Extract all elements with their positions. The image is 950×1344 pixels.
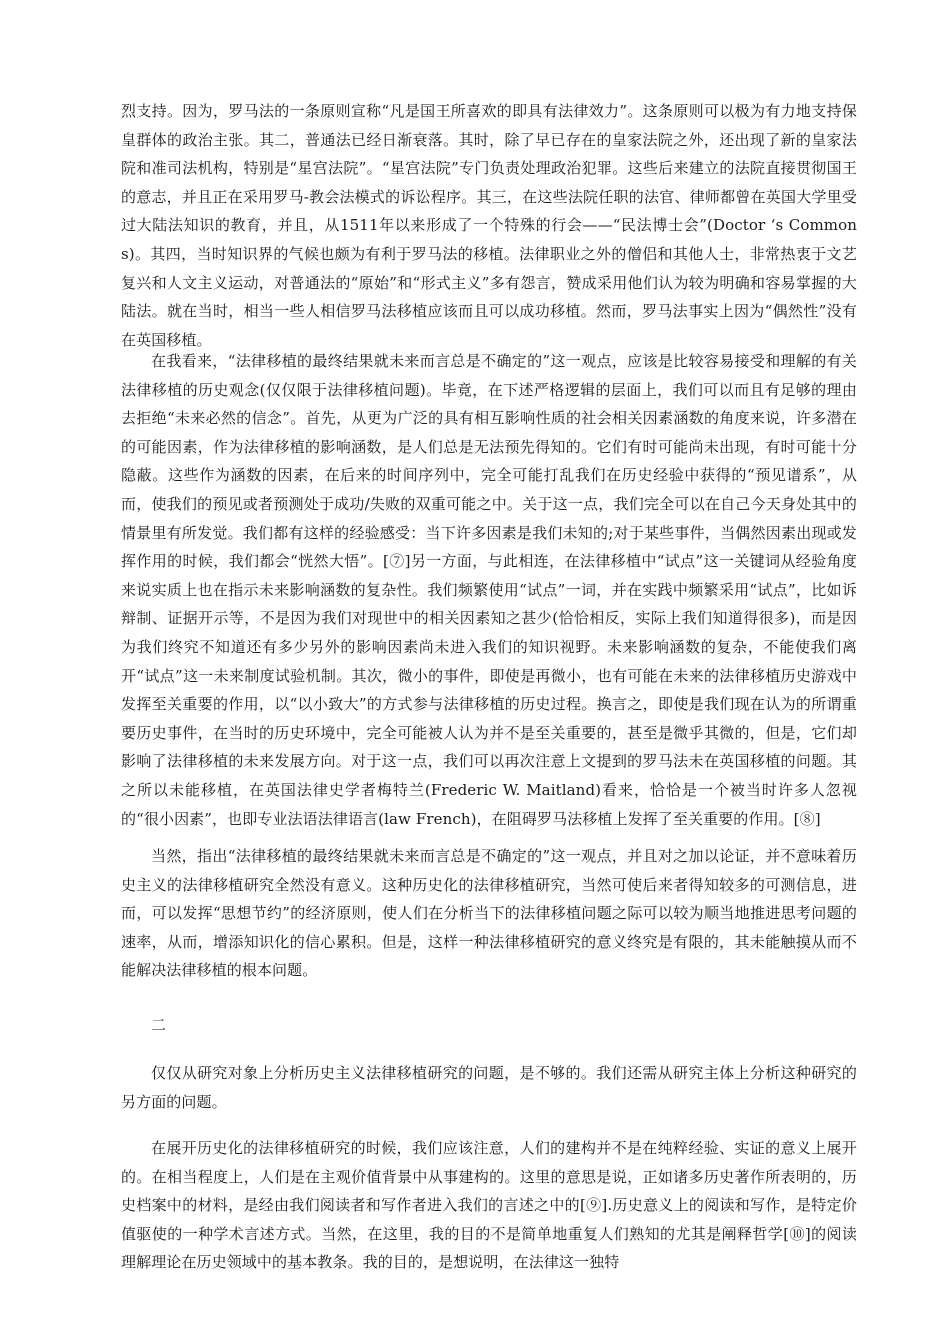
paragraph-1: 烈支持。因为，罗马法的一条原则宣称“凡是国王所喜欢的即具有法律效力”。这条原则可以极为有力地支持保皇群体的政治主张。其二，普通法已经日渐衰落。其时，除了早已存在的皇家法院之外，还出现了新的皇家法院和准司法机构，特别是“星宫法院”。“星宫法院”专门负责处理政治犯罪。这些后来建立的法院直接贯彻国王的意志，并且正在采用罗马-教会法模式的诉讼程序。其三，在这些法院任职的法官、律师都曾在英国大学里受过大陆法知识的教育，并且，从1511年以来形成了一个特殊的行会——“民法博士会”(Doctor ‘s Commons)。其四，当时知识界的气候也颇为有利于罗马法的移植。法律职业之外的僧侣和其他人士，非常热衷于文艺复兴和人文主义运动，对普通法的“原始”和“形式主义”多有怨言，赞成采用他们认为较为明确和容易掌握的大陆法。就在当时，相当一些人相信罗马法移植应该而且可以成功移植。然而，罗马法事实上因为“偶然性”没有在英国移植。 (121, 102, 857, 349)
paragraph-4: 仅仅从研究对象上分析历史主义法律移植研究的问题，是不够的。我们还需从研究主体上分析这种研究的另方面的问题。 (121, 1064, 857, 1111)
paragraph-5: 在展开历史化的法律移植研究的时候，我们应该注意，人们的建构并不是在纯粹经验、实证的意义上展开的。在相当程度上，人们是在主观价值背景中从事建构的。这里的意思是说，正如诸多历史著作所表明的，历史档案中的材料，是经由我们阅读者和写作者进入我们的言述之中的[⑨].历史意义上的阅读和写作，是特定价值驱使的一种学术言述方式。当然，在这里，我的目的不是简单地重复人们熟知的尤其是阐释哲学[⑩]的阅读理解理论在历史领域中的基本教条。我的目的，是想说明，在法律这一独特 (121, 1139, 857, 1272)
section-heading: 二 (151, 1016, 167, 1034)
paragraph-2: 在我看来，“法律移植的最终结果就未来而言总是不确定的”这一观点，应该是比较容易接受和理解的有关法律移植的历史观念(仅仅限于法律移植问题)。毕竟，在下述严格逻辑的层面上，我们可以而且有足够的理由去拒绝“未来必然的信念”。首先，从更为广泛的具有相互影响性质的社会相关因素涵数的角度来说，许多潜在的可能因素，作为法律移植的影响涵数，是人们总是无法预先得知的。它们有时可能尚未出现，有时可能十分隐蔽。这些作为涵数的因素，在后来的时间序列中，完全可能打乱我们在历史经验中获得的“预见谱系”，从而，使我们的预见或者预测处于成功/失败的双重可能之中。关于这一点，我们完全可以在自己今天身处其中的情景里有所发觉。我们都有这样的经验感受：当下许多因素是我们未知的;对于某些事件，当偶然因素出现或发挥作用的时候，我们都会“恍然大悟”。[⑦]另一方面，与此相连，在法律移植中“试点”这一关键词从经验角度来说实质上也在指示未来影响涵数的复杂性。我们频繁使用“试点”一词，并在实践中频繁采用“试点”，比如诉辩制、证据开示等，不是因为我们对现世中的相关因素知之甚少(恰恰相反，实际上我们知道得很多)，而是因为我们终究不知道还有多少另外的影响因素尚未进入我们的知识视野。未来影响涵数的复杂，不能使我们离开“试点”这一未来制度试验机制。其次，微小的事件，即使是再微小，也有可能在未来的法律移植历史游戏中发挥至关重要的作用，以“以小致大”的方式参与法律移植的历史过程。换言之，即使是我们现在认为的所谓重要历史事件，在当时的历史环境中，完全可能被人认为并不是至关重要的，甚至是微乎其微的，但是，它们却影响了法律移植的未来发展方向。对于这一点，我们可以再次注意上文提到的罗马法未在英国移植的问题。其之所以未能移植，在英国法律史学者梅特兰(Frederic W. Maitland)看来，恰恰是一个被当时许多人忽视的“很小因素”，也即专业法语法律语言(law French)，在阻碍罗马法移植上发挥了至关重要的作用。[⑧] (121, 352, 857, 828)
paragraph-3: 当然，指出“法律移植的最终结果就未来而言总是不确定的”这一观点，并且对之加以论证，并不意味着历史主义的法律移植研究全然没有意义。这种历史化的法律移植研究，当然可使后来者得知较多的可测信息，进而，可以发挥“思想节约”的经济原则，使人们在分析当下的法律移植问题之际可以较为顺当地推进思考问题的速率，从而，增添知识化的信心累积。但是，这样一种法律移植研究的意义终究是有限的，其未能触摸从而不能解决法律移植的根本问题。 (121, 847, 857, 980)
